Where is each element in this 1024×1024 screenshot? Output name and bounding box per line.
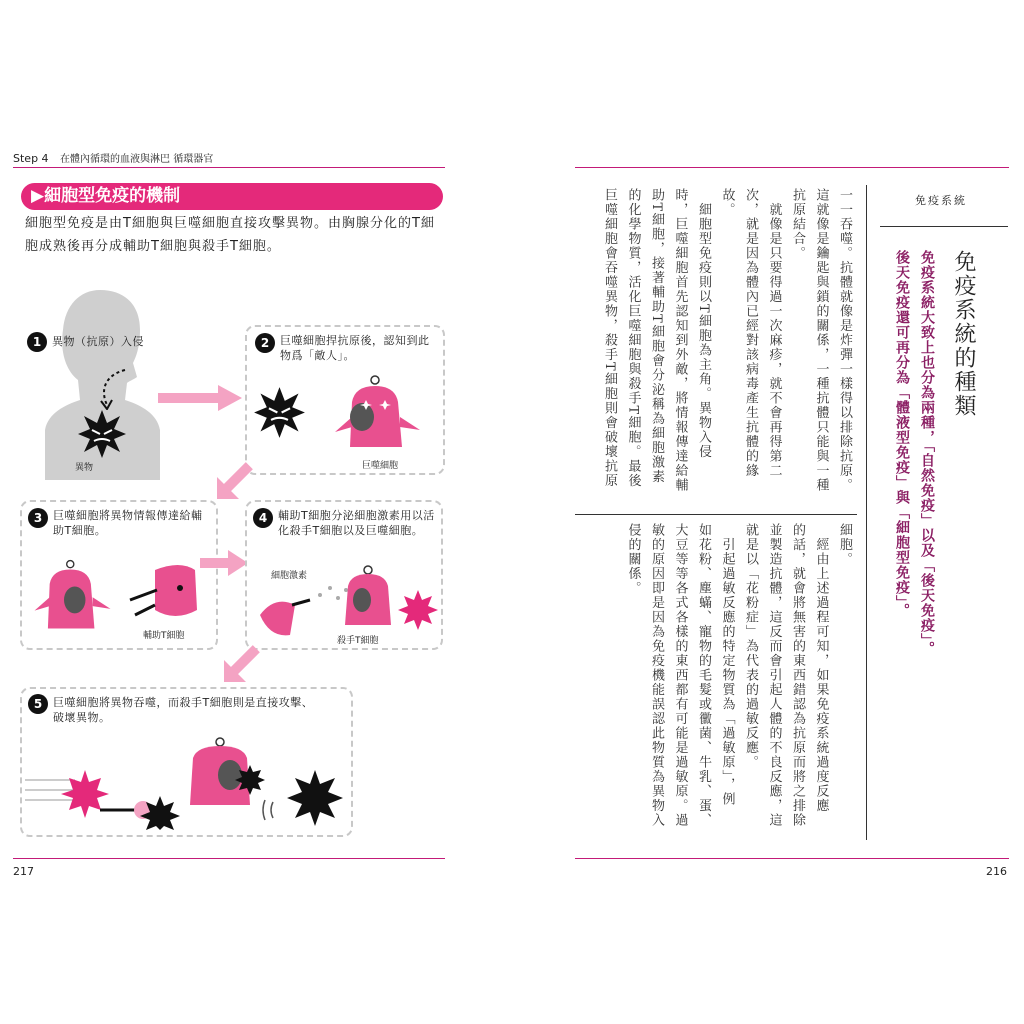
macrophage-icon xyxy=(330,372,425,457)
foreign-body-label: 異物 xyxy=(75,463,94,473)
macrophage-icon xyxy=(30,555,115,635)
arrow-down-left-icon xyxy=(222,638,272,683)
step-3-number: 3 xyxy=(28,508,48,528)
column-divider xyxy=(575,514,857,515)
dotted-arrow-icon xyxy=(95,365,135,410)
header-title: 在體內循環的血液與淋巴 循環器官 xyxy=(60,154,214,165)
step-2-number: 2 xyxy=(255,333,275,353)
right-page-heading: 免疫系統的種類 xyxy=(951,250,976,418)
step-1-text: 異物（抗原）入侵 xyxy=(52,335,144,348)
antigen-icon xyxy=(252,385,307,440)
footer-rule-right xyxy=(575,858,1009,859)
step-5-text: 巨噬細胞將異物吞噬，而殺手T細胞則是直接攻擊、破壞異物。 xyxy=(53,696,314,724)
body-text-upper: 一一吞噬。抗體就像是炸彈一樣得以排除抗原。 這就像是鑰匙與鎖的關係，一種抗體只能與一種 抗原結合。 就像是只要得過一次麻疹，就不會再得第二 次，就是因為體內已經對該病毒產生抗體的緣 故。 細胞型免疫則以T細胞為主角。異物入侵 時，巨噬細胞首先認知到外敵，將情報傳達給輔 助T細胞，接著輔助T細胞會分泌稱為細胞激素 的化學物質，活化巨噬細胞與殺手T細胞。最後 巨噬細胞會吞噬異物，殺手T細胞則會破壞抗原 xyxy=(602,188,852,493)
header-step: Step 4 xyxy=(13,152,49,165)
helper-t-cell-icon xyxy=(125,560,205,625)
header-rule xyxy=(13,167,445,168)
section-title: ▶細胞型免疫的機制 xyxy=(21,183,443,210)
page-number-left: 217 xyxy=(13,865,34,878)
step-4-text: 輔助T細胞分泌細胞激素用以活化殺手T細胞以及巨噬細胞。 xyxy=(278,509,435,537)
step-4-illustration xyxy=(250,560,440,640)
antigen-icon xyxy=(76,408,128,460)
lead-text-col1: 免疫系統大致上也分為兩種，「自然免疫」以及「後天免疫」。 xyxy=(919,250,935,656)
helper-t-label: 輔助T細胞 xyxy=(143,631,185,641)
cytokine-label: 細胞激素 xyxy=(271,571,308,581)
step-3-text: 巨噬細胞將異物情報傳達給輔助T細胞。 xyxy=(53,509,203,537)
step-1-number: 1 xyxy=(27,332,47,352)
running-header xyxy=(13,150,213,165)
lead-text-col2: 後天免疫還可再分為「體液型免疫」與「細胞型免疫」。 xyxy=(894,250,910,618)
body-text-lower: 細胞。 經由上述過程可知，如果免疫系統過度反應 的話，就會將無害的東西錯認為抗原而將之排除 並製造抗體，這反而會引起人體的不良反應，這 就是以「花粉症」為代表的過敏反應。 引起過敏反應的特定物質為「過敏原」，例 如花粉、塵蟎、寵物的毛髮或黴菌、牛乳、蛋、 大豆等等各式各樣的東西都有可能是過敏原。過 敏的原因即是因為免疫機能誤認此物質為異物入 侵的關係。 xyxy=(625,523,852,828)
killer-t-label: 殺手T細胞 xyxy=(337,636,379,646)
footer-rule xyxy=(13,858,445,859)
page-number-right: 216 xyxy=(986,865,1007,878)
sidebar-rule xyxy=(866,185,867,840)
arrow-right-icon xyxy=(200,550,250,576)
step-2-text: 巨噬細胞捍抗原後，認知到此物爲「敵人」。 xyxy=(280,334,430,362)
arrow-down-left-icon xyxy=(215,455,265,500)
side-label-rule xyxy=(880,226,1008,227)
intro-paragraph: 細胞型免疫是由T細胞與巨噬細胞直接攻擊異物。由胸腺分化的T細胞成熟後再分成輔助T細胞與殺手T細胞。 xyxy=(25,216,435,254)
step-5-illustration xyxy=(25,730,345,830)
side-label: 免疫系統 xyxy=(915,194,967,207)
arrow-right-icon xyxy=(158,385,243,411)
step-4-number: 4 xyxy=(253,508,273,528)
header-rule-right xyxy=(575,167,1009,168)
step-5-number: 5 xyxy=(28,694,48,714)
macrophage-label: 巨噬細胞 xyxy=(362,461,399,471)
